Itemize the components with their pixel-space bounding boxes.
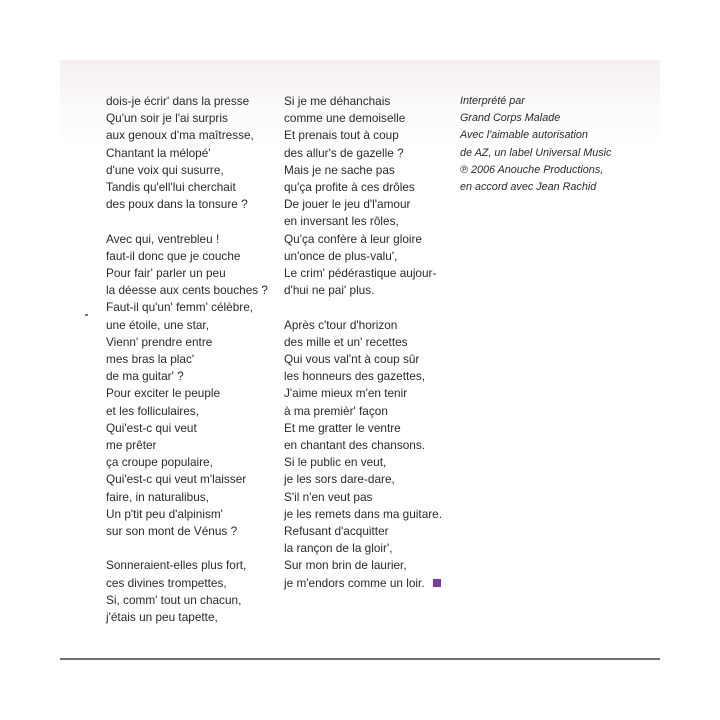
lyrics-column-2: [284, 93, 442, 609]
lyric-line: Qui'est-c qui veut: [106, 420, 197, 435]
credit-line: de AZ, un label Universal Music: [460, 146, 612, 159]
lyric-line: Qu'un soir je l'ai surpris: [106, 111, 228, 126]
lyric-line: Sonneraient-elles plus fort,: [106, 558, 247, 573]
credit-line: Grand Corps Malade: [460, 112, 561, 125]
stanza: [106, 231, 268, 541]
lyric-line: Mais je ne sache pas: [284, 162, 395, 177]
lyric-line: Si, comm' tout un chacun,: [106, 592, 242, 607]
lyric-line: un'once de plus-valu',: [284, 248, 398, 263]
lyric-line: Sur mon brin de laurier,: [284, 558, 407, 573]
lyric-line: sur son mont de Vénus ?: [106, 524, 238, 539]
lyric-line: Qu'ça confère à leur gloire: [284, 231, 422, 246]
lyric-line: Chantant la mélopé': [106, 145, 211, 160]
lyric-line: Si je me déhanchais: [284, 94, 391, 108]
stanza: [284, 93, 442, 299]
lyric-line: Refusant d'acquitter: [284, 524, 389, 539]
lyric-line: des poux dans la tonsure ?: [106, 197, 248, 212]
lyric-line: en inversant les rôles,: [284, 214, 399, 229]
lyric-line: d'hui ne pai' plus.: [284, 283, 375, 298]
lyric-line: et les folliculaires,: [106, 403, 200, 418]
lyric-line: des allur's de gazelle ?: [284, 145, 404, 160]
lyric-line: Le crim' pédérastique aujour-: [284, 266, 437, 281]
lyric-line: j'étais un peu tapette,: [106, 610, 218, 625]
lyric-line: de ma guitar' ?: [106, 369, 184, 384]
lyric-line: Vienn' prendre entre: [106, 334, 213, 349]
lyric-line: d'une voix qui susurre,: [106, 162, 224, 177]
credits-block: [460, 93, 611, 196]
lyric-line: faut-il donc que je couche: [106, 248, 241, 263]
lyric-line-text: je m'endors comme un loir.: [284, 575, 425, 590]
lyric-line: les honneurs des gazettes,: [284, 369, 425, 384]
lyric-line: S'il n'en veut pas: [284, 489, 373, 504]
lyric-line: De jouer le jeu d'l'amour: [284, 197, 411, 212]
lyric-line: ces divines trompettes,: [106, 575, 227, 590]
credit-line: Avec l'aimable autorisation: [460, 129, 588, 142]
lyric-line: je les remets dans ma guitare.: [284, 506, 443, 521]
lyric-line: aux genoux d'ma maîtresse,: [106, 128, 254, 143]
lyric-line: Si le public en veut,: [284, 455, 387, 470]
end-square-mark: [433, 579, 441, 587]
stanza: [106, 557, 268, 626]
lyric-line: Après c'tour d'horizon: [284, 317, 398, 332]
lyric-line: à ma premièr' façon: [284, 403, 388, 418]
lyric-line: des mille et un' recettes: [284, 334, 408, 349]
lyrics-page: [60, 60, 660, 660]
stanza: [284, 317, 442, 592]
lyric-line: Et prenais tout à coup: [284, 128, 399, 143]
lyric-line: Qui'est-c qui veut m'laisser: [106, 472, 247, 487]
lyric-line: la déesse aux cents bouches ?: [106, 283, 268, 298]
lyric-line: je les sors dare-dare,: [284, 472, 395, 487]
lyric-line: faire, in naturalibus,: [106, 489, 209, 504]
lyric-line: en chantant des chansons.: [284, 438, 426, 453]
lyric-line: une étoile, une star,: [106, 317, 209, 332]
lyric-line: Faut-il qu'un' femm' célèbre,: [106, 300, 254, 315]
lyric-line: ça croupe populaire,: [106, 455, 213, 470]
lyric-line: dois-je écrir' dans la presse: [106, 94, 250, 108]
lyric-line: Avec qui, ventrebleu !: [106, 231, 220, 246]
lyric-line: Tandis qu'ell'lui cherchait: [106, 180, 236, 195]
lyric-line: comme une demoiselle: [284, 111, 406, 126]
lyric-line: la rançon de la gloir',: [284, 541, 393, 556]
lyric-line: Un p'tit peu d'alpinism': [106, 506, 223, 521]
stanza: [106, 93, 268, 213]
lyric-line: [284, 575, 442, 592]
print-speck: [85, 314, 88, 316]
lyric-line: Pour fair' parler un peu: [106, 266, 226, 281]
credit-line: ℗ 2006 Anouche Productions,: [460, 163, 604, 176]
lyric-line: mes bras la plac': [106, 352, 195, 367]
lyric-line: J'aime mieux m'en tenir: [284, 386, 408, 401]
lyric-line: qu'ça profite à ces drôles: [284, 180, 415, 195]
lyric-line: me prêter: [106, 438, 157, 453]
credit-line: en accord avec Jean Rachid: [460, 181, 597, 194]
credit-line: Interprété par: [460, 95, 525, 107]
lyric-line: Et me gratter le ventre: [284, 420, 401, 435]
lyric-line: Pour exciter le peuple: [106, 386, 221, 401]
lyrics-column-1: [106, 93, 268, 643]
lyric-line: Qui vous val'nt à coup sûr: [284, 352, 420, 367]
